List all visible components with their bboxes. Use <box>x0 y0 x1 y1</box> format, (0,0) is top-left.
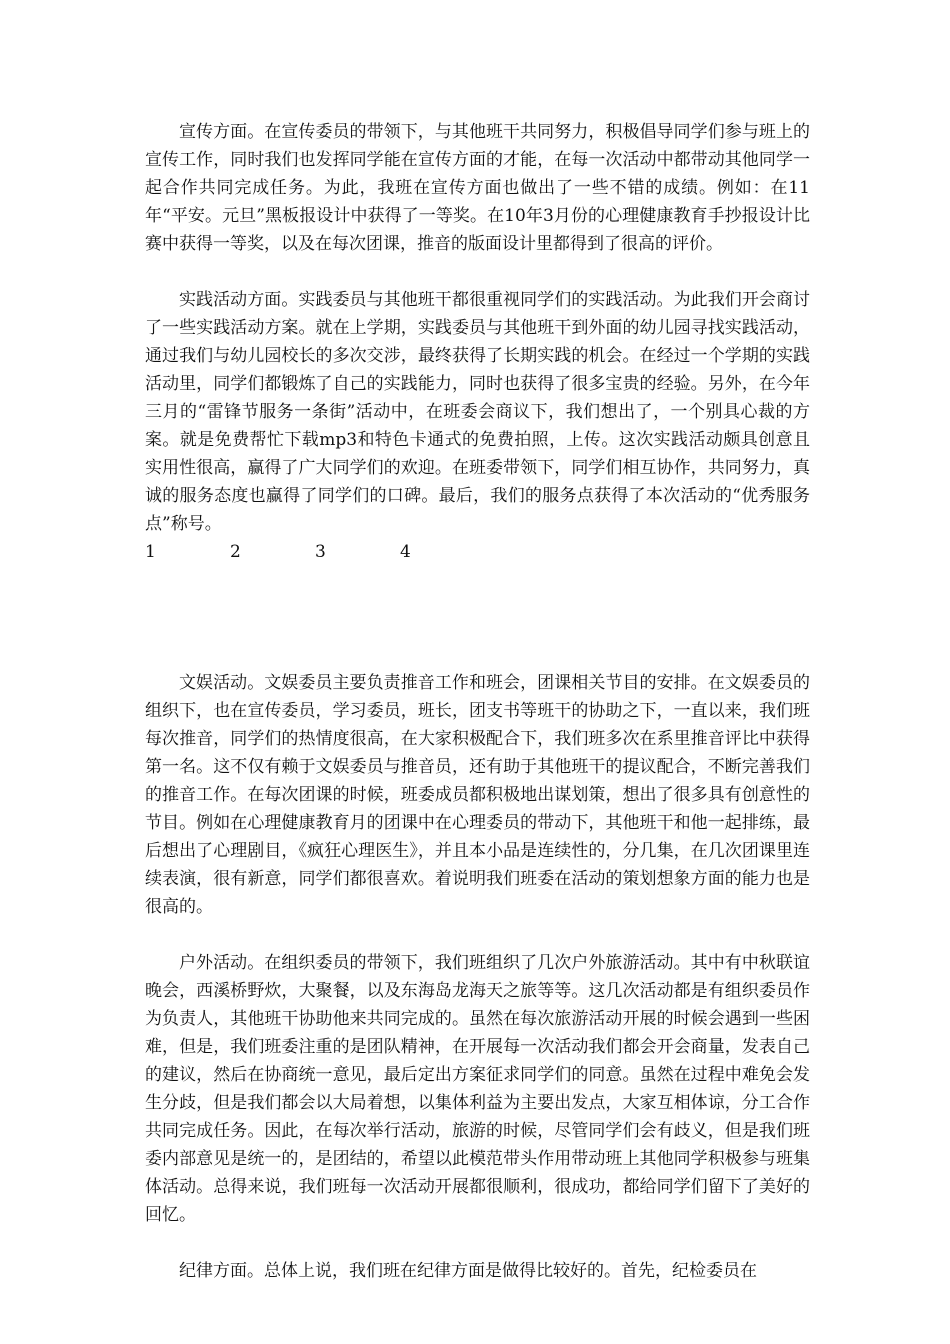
page-number-4: 4 <box>400 542 411 562</box>
paragraph-discipline: 纪律方面。总体上说，我们班在纪律方面是做得比较好的。首先，纪检委员在 <box>179 1261 757 1281</box>
paragraph-entertainment: 文娱活动。文娱委员主要负责推音工作和班会，团课相关节目的安排。在文娱委员的组织下，也在宣传委员，学习委员，班长，团支书等班干的协助之下，一直以来，我们班每次推音，同学们的热情度很高，在大家积极配合下，我们班多次在系里推音评比中获得第一名。这不仅有赖于文娱委员与推音员，还有助于其他班干的提议配合，不断完善我们的推音工作。在每次团课的时候，班委成员都积极地出谋划策，想出了很多具有创意性的节目。例如在心理健康教育月的团课中在心理委员的带动下，其他班干和他一起排练，最后想出了心理剧目，《疯狂心理医生》，并且本小品是连续性的，分几集，在几次团课里连续表演，很有新意，同学们都很喜欢。着说明我们班委在活动的策划想象方面的能力也是很高的。 <box>145 673 810 917</box>
section-spacer <box>145 566 810 669</box>
page-number-1: 1 <box>145 542 156 562</box>
paragraph-spacer <box>145 921 810 949</box>
paragraph-outdoor: 户外活动。在组织委员的带领下，我们班组织了几次户外旅游活动。其中有中秋联谊晚会，西溪桥野炊，大聚餐，以及东海岛龙海天之旅等等。这几次活动都是有组织委员作为负责人，其他班干协助他来共同完成的。虽然在每次旅游活动开展的时候会遇到一些困难，但是，我们班委注重的是团队精神，在开展每一次活动我们都会开会商量，发表自己的建议，然后在协商统一意见，最后定出方案征求同学们的同意。虽然在过程中难免会发生分歧，但是我们都会以大局着想，以集体利益为主要出发点，大家互相体谅，分工合作共同完成任务。因此，在每次举行活动，旅游的时候，尽管同学们会有歧义，但是我们班委内部意见是统一的，是团结的，希望以此模范带头作用带动班上其他同学积极参与班集体活动。总得来说，我们班每一次活动开展都很顺利，很成功，都给同学们留下了美好的回忆。 <box>145 953 810 1225</box>
page-number-2: 2 <box>230 542 241 562</box>
page-number-3: 3 <box>315 542 326 562</box>
paragraph-spacer <box>145 258 810 286</box>
paragraph-practice: 实践活动方面。实践委员与其他班干都很重视同学们的实践活动。为此我们开会商讨了一些实践活动方案。就在上学期，实践委员与其他班干到外面的幼儿园寻找实践活动，通过我们与幼儿园校长的多次交涉，最终获得了长期实践的机会。在经过一个学期的实践活动里，同学们都锻炼了自己的实践能力，同时也获得了很多宝贵的经验。另外，在今年三月的“雷锋节服务一条街”活动中，在班委会商议下，我们想出了，一个别具心裁的方案。就是免费帮忙下载mp3和特色卡通式的免费拍照，上传。这次实践活动颇具创意且实用性很高，赢得了广大同学们的欢迎。在班委带领下，同学们相互协作，共同努力，真诚的服务态度也赢得了同学们的口碑。最后，我们的服务点获得了本次活动的“优秀服务点”称号。 <box>145 290 810 534</box>
document-page <box>145 118 810 1285</box>
paragraph-spacer <box>145 1229 810 1257</box>
paragraph-publicity: 宣传方面。在宣传委员的带领下，与其他班干共同努力，积极倡导同学们参与班上的宣传工作，同时我们也发挥同学能在宣传方面的才能，在每一次活动中都带动其他同学一起合作共同完成任务。为此，我班在宣传方面也做出了一些不错的成绩。例如：在11年“平安。元旦”黑板报设计中获得了一等奖。在10年3月份的心理健康教育手抄报设计比赛中获得一等奖，以及在每次团课，推音的版面设计里都得到了很高的评价。 <box>145 122 810 254</box>
page-number-row <box>145 538 810 566</box>
